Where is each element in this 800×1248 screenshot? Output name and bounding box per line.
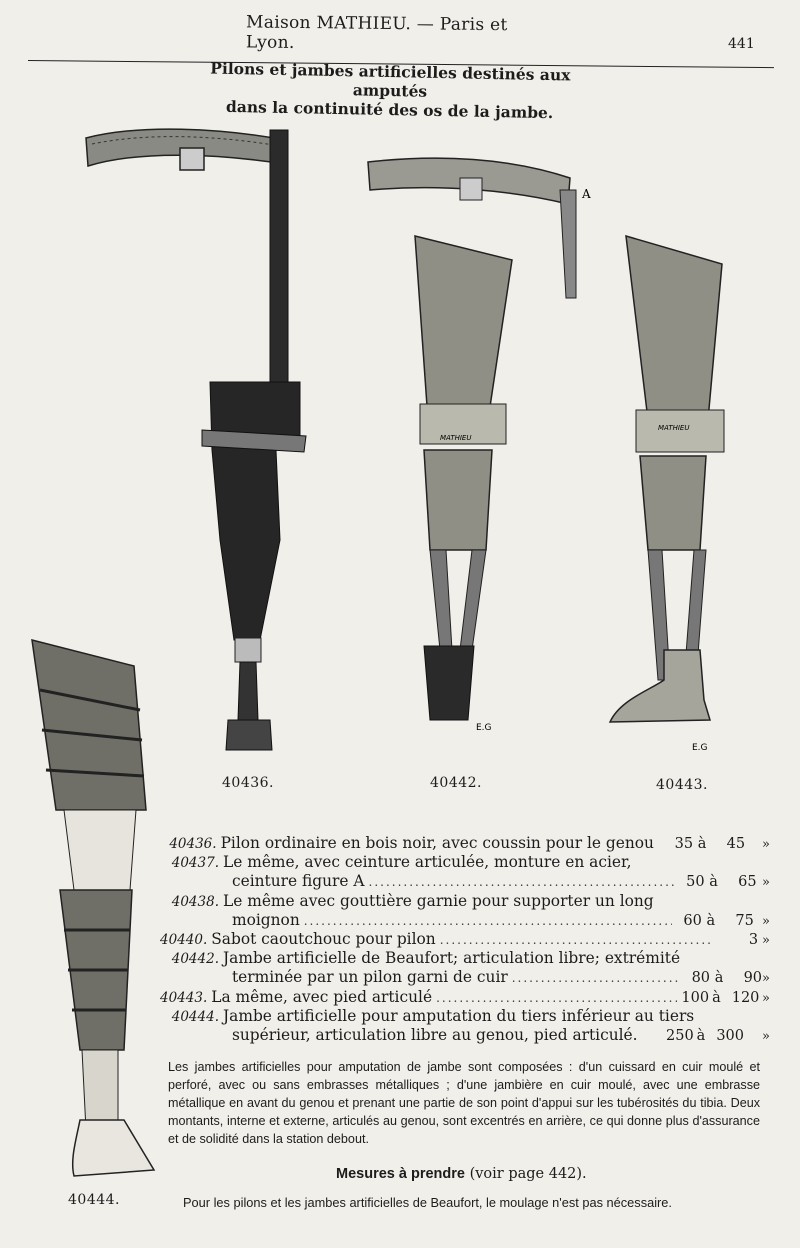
item-description: Pilon ordinaire en bois noir, avec coussin pour le genou bbox=[220, 834, 654, 852]
belt-illustration bbox=[86, 129, 285, 170]
item-price: 60 à 75 bbox=[683, 912, 754, 929]
price-unit: » bbox=[762, 971, 770, 987]
price-unit: » bbox=[762, 1028, 770, 1044]
item-code: 40443. bbox=[160, 989, 208, 1006]
price-unit: » bbox=[762, 932, 770, 948]
item-code: 40436. bbox=[169, 836, 217, 852]
list-item bbox=[160, 892, 770, 911]
footer-note: Pour les pilons et les jambes artificielles de Beaufort, le moulage n'est pas nécessaire. bbox=[183, 1195, 672, 1210]
illustration-40443-leg-with-foot bbox=[600, 230, 740, 760]
section-title-line-1: Pilons et jambes artificielles destinés aux amputés bbox=[210, 58, 571, 101]
engraver-signature-1: E.G bbox=[476, 723, 492, 733]
item-description: ceinture figure A bbox=[232, 872, 365, 891]
list-item-continuation bbox=[160, 872, 770, 891]
item-price: 100 à 120 bbox=[681, 989, 760, 1006]
measurements-heading: Mesures à prendre bbox=[336, 1166, 465, 1182]
list-item bbox=[160, 834, 770, 853]
caption-40443: 40443. bbox=[656, 777, 708, 793]
list-item bbox=[160, 853, 770, 872]
section-title bbox=[179, 58, 600, 123]
item-description: terminée par un pilon garni de cuir bbox=[232, 968, 508, 987]
item-price: 50 à 65 bbox=[686, 874, 757, 891]
item-price: 250 à 300 bbox=[666, 1027, 744, 1044]
list-item-continuation bbox=[160, 1026, 770, 1045]
item-code: 40440. bbox=[160, 931, 208, 948]
item-description: moignon bbox=[232, 910, 300, 929]
figure-a-label: A bbox=[582, 187, 591, 201]
item-price: 80 à 90 bbox=[691, 970, 763, 987]
item-description: supérieur, articulation libre au genou, pied articulé. bbox=[232, 1025, 638, 1044]
measurements-line bbox=[336, 1166, 636, 1182]
list-item-continuation bbox=[160, 911, 770, 930]
mathieu-mark-1: MATHIEU bbox=[440, 434, 472, 442]
list-item bbox=[160, 988, 770, 1007]
item-code: 40444. bbox=[171, 1008, 219, 1025]
illustration-40442-beaufort-leg bbox=[360, 150, 600, 760]
item-description: Jambe artificielle de Beaufort; articulation libre; extrémité bbox=[223, 949, 681, 968]
item-price: 3 bbox=[748, 931, 759, 948]
list-item-continuation bbox=[160, 968, 770, 987]
price-unit: » bbox=[762, 913, 770, 929]
explanatory-note: Les jambes artificielles pour amputation de jambe sont composées : d'un cuissard en cuir moulé et perforé, avec ou sans embrasses métalliques ; d'une jambière en cuir moulé, avec une embrasse métallique en avant du genou et prenant une partie de son point d'appui sur les tubérosités du tibia. Deux montants, interne et externe, articulés au genou, sont excentrés en arrière, ce qui donne plus d'assurance et de solidité dans la station debout. bbox=[168, 1060, 760, 1146]
item-description: Le même avec gouttière garnie pour supporter un long bbox=[223, 891, 654, 910]
list-item bbox=[160, 949, 770, 968]
section-title-line-2: dans la continuité des os de la jambe. bbox=[225, 96, 554, 123]
item-code: 40442. bbox=[171, 951, 219, 968]
item-code: 40437. bbox=[171, 855, 219, 872]
item-description: Sabot caoutchouc pour pilon bbox=[211, 929, 436, 948]
engraver-signature-2: E.G bbox=[692, 743, 708, 753]
caption-40436: 40436. bbox=[222, 775, 274, 791]
item-description: Le même, avec ceinture articulée, monture en acier, bbox=[223, 853, 632, 872]
caption-40444: 40444. bbox=[68, 1192, 120, 1208]
item-description: La même, avec pied articulé bbox=[211, 987, 433, 1006]
price-unit: » bbox=[762, 990, 770, 1006]
item-description: Jambe artificielle pour amputation du tiers inférieur au tiers bbox=[223, 1006, 695, 1025]
measurements-reference: (voir page 442). bbox=[469, 1166, 587, 1182]
price-unit: » bbox=[762, 875, 770, 891]
mathieu-mark-2: MATHIEU bbox=[658, 424, 690, 432]
item-code: 40438. bbox=[171, 893, 219, 910]
caption-40442: 40442. bbox=[430, 775, 482, 791]
list-item bbox=[160, 1007, 770, 1026]
item-price: 35 à 45 bbox=[674, 836, 746, 852]
price-list bbox=[160, 834, 770, 1045]
illustration-40444-full-leg bbox=[20, 630, 170, 1190]
running-header: Maison MATHIEU. — Paris et Lyon. bbox=[245, 12, 508, 53]
page-number: 441 bbox=[728, 36, 755, 52]
list-item bbox=[160, 930, 770, 949]
price-unit: » bbox=[762, 837, 771, 852]
